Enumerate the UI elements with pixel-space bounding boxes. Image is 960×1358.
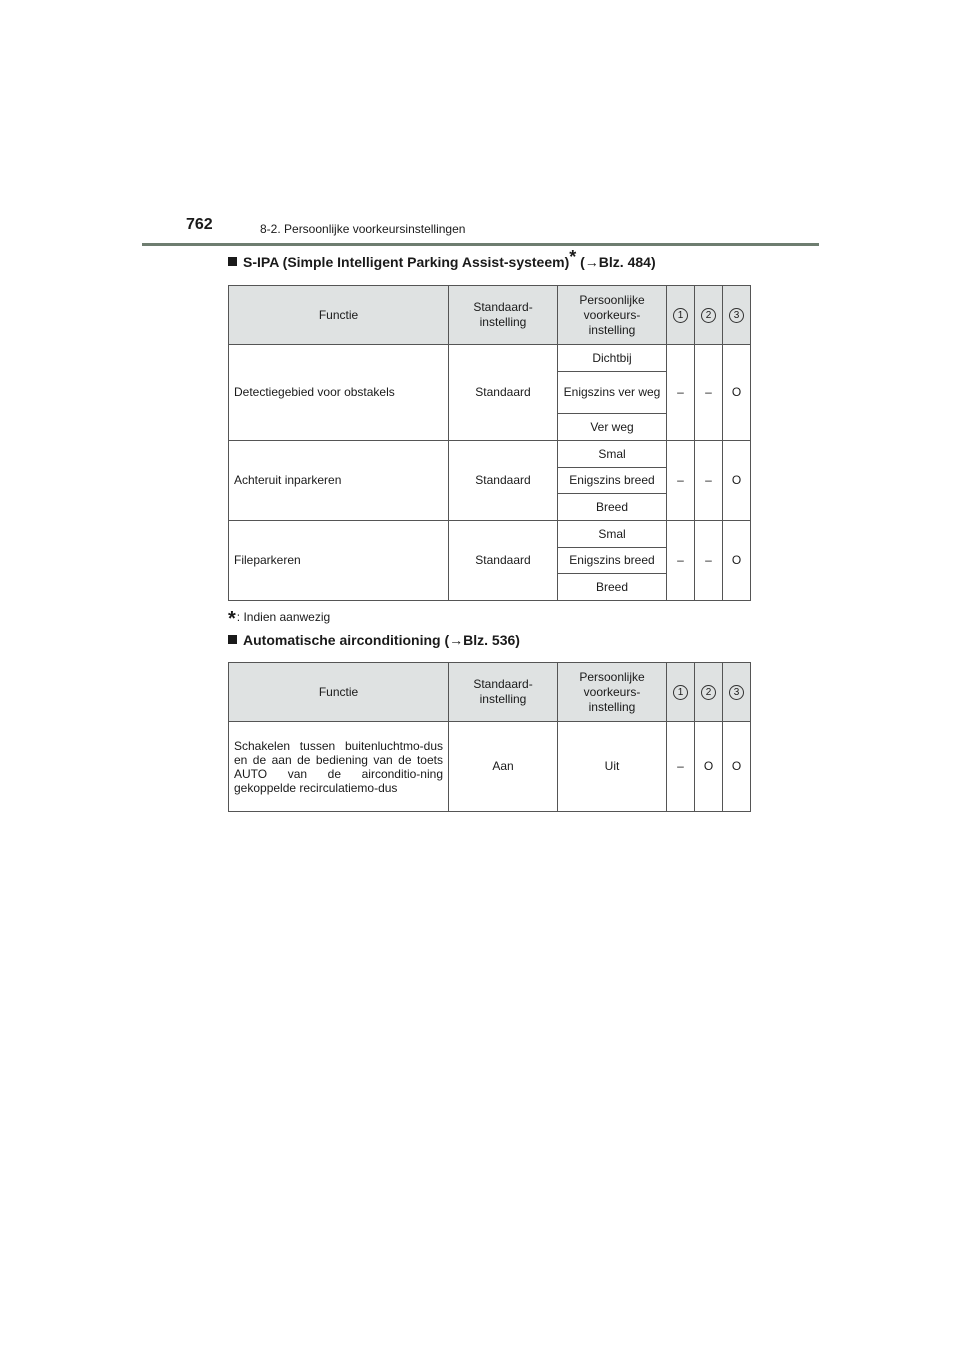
option-cell: Enigszins breed	[558, 468, 667, 494]
circled-number-3: 3	[729, 685, 744, 700]
header-default: Standaard-instelling	[449, 286, 558, 345]
circled-number-1: 1	[673, 308, 688, 323]
mark-cell-3: O	[723, 441, 751, 521]
chapter-title: 8-2. Persoonlijke voorkeursinstellingen	[260, 222, 466, 236]
sipa-table	[228, 285, 751, 601]
table-row	[229, 521, 751, 548]
section-heading-airco	[228, 632, 520, 648]
table-row	[229, 345, 751, 372]
square-bullet-icon	[228, 635, 237, 644]
circled-number-1: 1	[673, 685, 688, 700]
header-col-3	[723, 663, 751, 722]
page-reference: (→Blz. 484)	[580, 254, 656, 270]
default-cell: Standaard	[449, 441, 558, 521]
header-function: Functie	[229, 286, 449, 345]
section-title: Automatische airconditioning	[243, 632, 441, 648]
option-cell: Breed	[558, 574, 667, 601]
mark-cell-3: O	[723, 722, 751, 812]
function-cell: Schakelen tussen buitenluchtmo-dus en de aan de bediening van de toets AUTO van de airconditio-ning gekoppelde recirculatiemo-dus	[229, 722, 449, 812]
mark-cell-1: –	[667, 345, 695, 441]
option-cell: Enigszins breed	[558, 548, 667, 574]
mark-cell-1: –	[667, 722, 695, 812]
mark-cell-1: –	[667, 441, 695, 521]
footnote-marker: *	[569, 247, 577, 268]
default-cell: Standaard	[449, 521, 558, 601]
header-rule	[142, 243, 819, 246]
page-number: 762	[186, 216, 213, 233]
function-cell: Detectiegebied voor obstakels	[229, 345, 449, 441]
header-col-3	[723, 286, 751, 345]
table-row	[229, 722, 751, 812]
table-header-row	[229, 663, 751, 722]
option-cell: Dichtbij	[558, 345, 667, 372]
option-cell: Ver weg	[558, 414, 667, 441]
header-function: Functie	[229, 663, 449, 722]
default-cell: Standaard	[449, 345, 558, 441]
section-title: S-IPA (Simple Intelligent Parking Assist-systeem)	[243, 254, 570, 270]
table-row	[229, 441, 751, 468]
default-cell: Aan	[449, 722, 558, 812]
option-cell: Smal	[558, 441, 667, 468]
circled-number-2: 2	[701, 308, 716, 323]
option-cell: Smal	[558, 521, 667, 548]
header-col-1	[667, 663, 695, 722]
function-cell: Fileparkeren	[229, 521, 449, 601]
page-reference: (→Blz. 536)	[444, 632, 520, 648]
section-heading-sipa	[228, 247, 656, 270]
mark-cell-2: –	[695, 345, 723, 441]
header-col-2	[695, 286, 723, 345]
function-cell: Achteruit inparkeren	[229, 441, 449, 521]
circled-number-2: 2	[701, 685, 716, 700]
option-cell: Enigszins ver weg	[558, 372, 667, 414]
airco-table	[228, 662, 751, 812]
mark-cell-2: O	[695, 722, 723, 812]
mark-cell-3: O	[723, 521, 751, 601]
mark-cell-3: O	[723, 345, 751, 441]
header-custom: Persoonlijke voorkeurs-instelling	[558, 286, 667, 345]
option-cell: Breed	[558, 494, 667, 521]
header-default: Standaard-instelling	[449, 663, 558, 722]
footnote-star: *	[228, 608, 236, 630]
mark-cell-2: –	[695, 521, 723, 601]
circled-number-3: 3	[729, 308, 744, 323]
mark-cell-2: –	[695, 441, 723, 521]
footnote-text: : Indien aanwezig	[236, 610, 331, 624]
header-custom: Persoonlijke voorkeurs-instelling	[558, 663, 667, 722]
square-bullet-icon	[228, 257, 237, 266]
option-cell: Uit	[558, 722, 667, 812]
table-header-row	[229, 286, 751, 345]
header-col-1	[667, 286, 695, 345]
footnote	[228, 604, 331, 630]
header-col-2	[695, 663, 723, 722]
mark-cell-1: –	[667, 521, 695, 601]
